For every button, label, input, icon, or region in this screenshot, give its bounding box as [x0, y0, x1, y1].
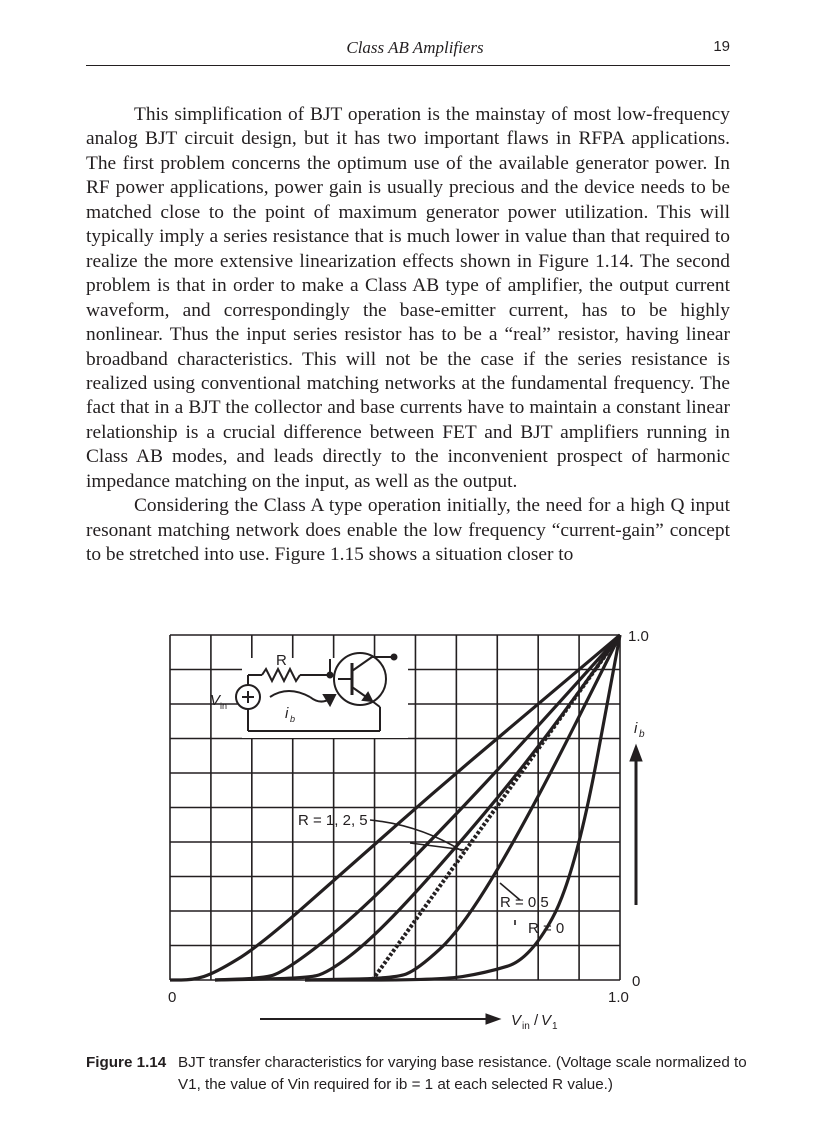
x-axis-label-1: 1: [552, 1021, 558, 1032]
body-text: [86, 103, 730, 568]
bjt-circuit-inset: [236, 653, 408, 738]
x-axis-label-slash: /: [534, 1012, 539, 1029]
paragraph-1: This simplification of BJT operation is the mainstay of most low-frequency analog BJT circuit design, but it has two important flaws in RFPA applications. The first problem concerns the optimum use of the available generator power. In RF power applications, power gain is usually precious and the device needs to be matched close to the point of maximum generator power utilization. This will typically imply a series resistance that is much lower in value than that required to realize the more extensive linearization effects shown in Figure 1.14. The second problem is that in order to make a Class AB type of amplifier, the output current waveform, and correspondingly the base-emitter current, has to be highly nonlinear. Thus the input series resistor has to be a “real” resistor, having linear broadband characteristics. This will not be the case if the series resistance is realized using conventional matching networks at the fundamental frequency. The fact that in a BJT the collector and base currents have to maintain a constant linear relationship is a crucial difference between FET and BJT amplifiers running in Class AB modes, and leads directly to the inconvenient prospect of harmonic impedance matching on the input, as well as the output.: [86, 104, 730, 492]
inset-resistor-label: R: [276, 652, 287, 669]
axis-arrows: [260, 745, 642, 1024]
y-axis-bottom-tick: 0: [632, 973, 641, 990]
running-header-title: Class AB Amplifiers: [346, 38, 484, 57]
paragraph-2: Considering the Class A type operation initially, the need for a high Q input resonant matching network does enable the low frequency “current-gain” concept to be stretched into use. Figure 1.15 shows a situation closer to: [86, 495, 730, 566]
x-axis-label-in: in: [522, 1021, 530, 1032]
caption-tag: Figure 1.14: [86, 1054, 167, 1071]
x-axis-label-v: V: [511, 1012, 522, 1029]
y-axis-label-i: i: [634, 720, 638, 737]
transfer-characteristics-chart: [120, 615, 680, 1035]
page-number: 19: [713, 38, 730, 55]
y-axis-top-tick: 1.0: [628, 628, 649, 645]
y-direction-arrow-head-icon: [630, 745, 642, 761]
label-r0: R = 0: [528, 920, 565, 937]
x-axis-label-v1: V: [541, 1012, 552, 1029]
inset-ib-i: i: [285, 705, 289, 722]
x-direction-arrow-head-icon: [486, 1014, 500, 1024]
label-r05: R = 0.5: [500, 894, 549, 911]
inset-vin-in: in: [220, 701, 228, 711]
inset-ib-b: b: [290, 714, 296, 724]
caption-text: BJT transfer characteristics for varying base resistance. (Voltage scale normalized to V1, the value of Vin required for ib = 1 at each selected R value.): [178, 1054, 747, 1093]
y-axis-label-b: b: [639, 729, 645, 740]
header-rule: [86, 65, 730, 66]
inset-vin-v: V: [210, 692, 221, 709]
x-axis-left-tick: 0: [168, 989, 177, 1006]
collector-node-dot: [392, 655, 397, 660]
figure-1-14: [120, 615, 680, 1035]
label-r125: R = 1, 2, 5: [298, 812, 368, 829]
x-axis-right-tick: 1.0: [608, 989, 629, 1006]
